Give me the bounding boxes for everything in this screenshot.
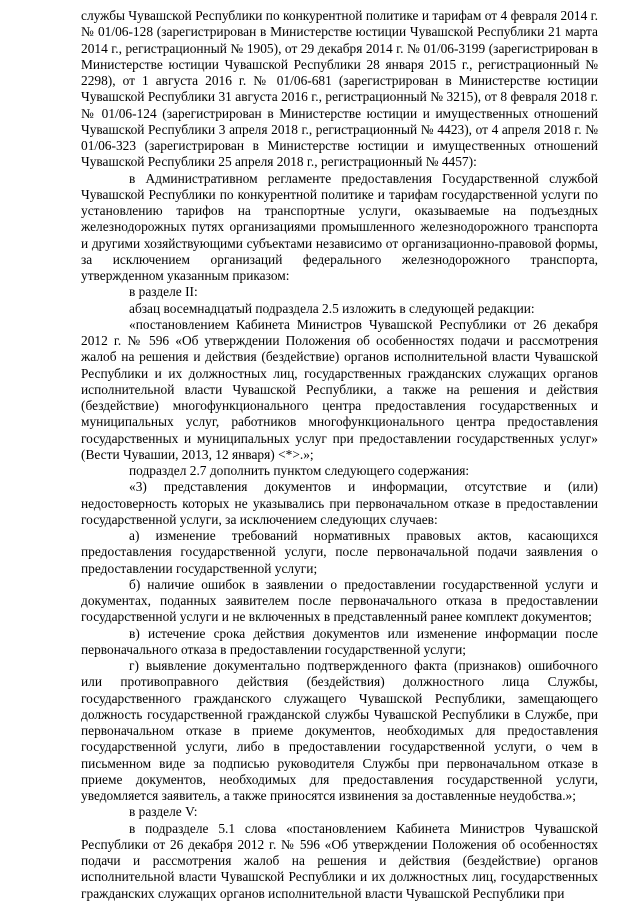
paragraph-case-v: в) истечение срока действия документов или изменение информации после первоначального отказа в предоставлении государственной услуги; [81,625,598,657]
paragraph-resolution-quote: «постановлением Кабинета Министров Чувашской Республики от 26 декабря 2012 г. № 596 «Об утверждении Положения об особенностях подачи и рассмотрения жалоб на решения и действия (бездействие) органов исполнительной власти Чувашской Республики и их должностных лиц, государственных гражданских служащих органов исполнительной власти Чувашской Республики, а также на решения и действия (бездействие) многофункционального центра предоставления государственных и муниципальных услуг, работников многофункционального центра предоставления государственных и муниципальных услуг при предоставлении государственных услуг» (Вести Чувашии, 2013, 12 января) <*>.»; [81,316,598,462]
paragraph-section-v: в разделе V: [129,804,198,820]
paragraph-item-3: «3) представления документов и информации, отсутствие и (или) недостоверность которых не указывались при первоначальном отказе в предоставлении государственной услуги, за исключением следующих случаев: [81,479,598,527]
paragraph-order-list: службы Чувашской Республики по конкурентной политике и тарифам от 4 февраля 2014 г. № 01/06-128 (зарегистрирован в Министерстве юстиции Чувашской Республики 21 марта 2014 г., регистрационный № 1905), от 29 декабря 2014 г. № 01/06-3199 (зарегистрирован в Министерстве юстиции Чувашской Республики 28 января 2015 г., регистрационный № 2298), от 1 августа 2016 г. № 01/06-681 (зарегистрирован в Министерстве юстиции Чувашской Республики 31 августа 2016 г., регистрационный № 3215), от 8 февраля 2018 г. № 01/06-124 (зарегистрирован в Министерстве юстиции и имущественных отношений Чувашской Республики 3 апреля 2018 г., регистрационный № 4423), от 4 апреля 2018 г. № 01/06-323 (зарегистрирован в Министерстве юстиции и имущественных отношений Чувашской Республики 25 апреля 2018 г., регистрационный № 4457): [81,8,598,170]
paragraph-case-a: а) изменение требований нормативных правовых актов, касающихся предоставления государственной услуги, после первоначальной подачи заявления о предоставлении государственной услуги; [81,528,598,576]
paragraph-subsection-2-5: абзац восемнадцатый подраздела 2.5 изложить в следующей редакции: [129,300,535,316]
paragraph-regulation-intro: в Административном регламенте предоставления Государственной службой Чувашской Республики по конкурентной политике и тарифам государственной услуги по установлению тарифов на транспортные услуги, оказываемые на подъездных железнодорожных путях организациями промышленного железнодорожного транспорта и другими хозяйствующими субъектами независимо от организационно-правовой формы, за исключением организаций федерального железнодорожного транспорта, утвержденном указанным приказом: [81,170,598,283]
paragraph-subsection-5-1: в подразделе 5.1 слова «постановлением Кабинета Министров Чувашской Республики от 26 декабря 2012 г. № 596 «Об утверждении Положения об особенностях подачи и рассмотрения жалоб на решения и действия (бездействие) органов исполнительной власти Чувашской Республики и их должностных лиц, государственных гражданских служащих органов исполнительной власти Чувашской Республики при [81,820,598,901]
paragraph-section-ii: в разделе II: [129,284,198,300]
paragraph-case-b: б) наличие ошибок в заявлении о предоставлении государственной услуги и документах, поданных заявителем после первоначального отказа в предоставлении государственной услуги и не включенных в представленный ранее комплект документов; [81,576,598,625]
paragraph-subsection-2-7: подраздел 2.7 дополнить пунктом следующего содержания: [129,463,470,478]
paragraph-case-g: г) выявление документально подтвержденного факта (признаков) ошибочного или противоправного действия (бездействия) должностного лица Службы, государственного гражданского служащего Чувашской Республики, замещающего должность государственной гражданской службы Чувашской Республики в Службе, при первоначальном отказе в приеме документов, необходимых для предоставления государственной услуги, либо в предоставлении государственной услуги, о чем в письменном виде за подписью руководителя Службы при первоначальном отказе в приеме документов, необходимых для предоставления государственной услуги, уведомляется заявитель, а также приносятся извинения за доставленные неудобства.»; [81,658,598,803]
